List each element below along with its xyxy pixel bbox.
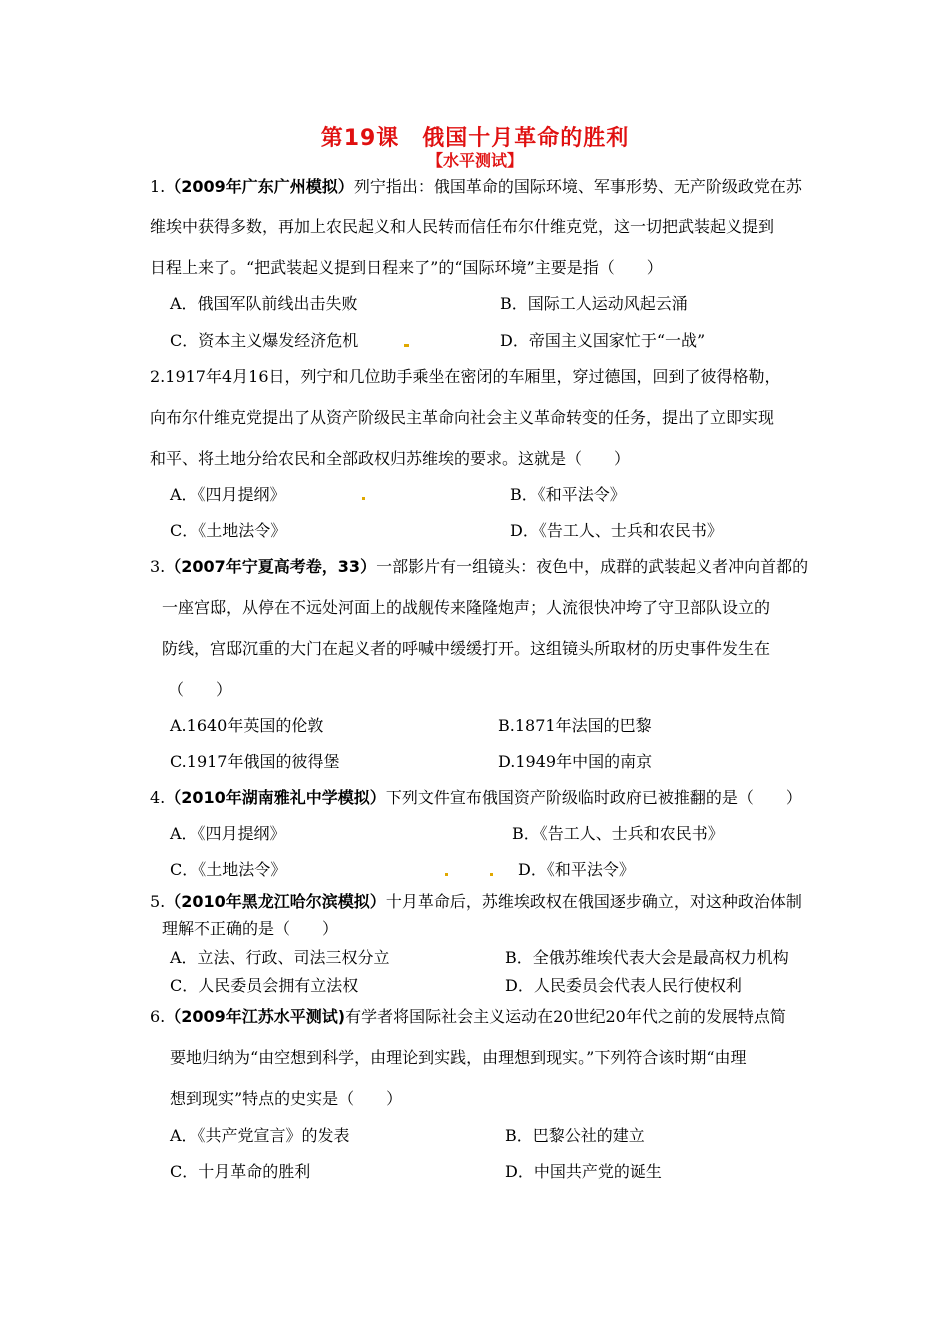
question-text: 有学者将国际社会主义运动在20世纪20年代之前的发展特点简 — [345, 1007, 786, 1026]
question-6-line-1 — [150, 1007, 786, 1027]
question-text: 列宁指出：俄国革命的国际环境、军事形势、无产阶级政党在苏 — [353, 177, 802, 196]
question-5-option-b: B．全俄苏维埃代表大会是最高权力机构 — [505, 948, 789, 967]
question-5-option-d: D．人民委员会代表人民行使权利 — [505, 976, 742, 995]
question-source: （2007年宁夏高考卷，33） — [165, 557, 377, 576]
question-number: 3. — [150, 557, 166, 576]
question-text: 一部影片有一组镜头：夜色中，成群的武装起义者冲向首都的 — [376, 557, 809, 576]
question-source: （2009年江苏水平测试) — [165, 1007, 346, 1026]
question-6-line-3: 想到现实”特点的史实是（ ） — [170, 1089, 403, 1108]
question-6-option-a: A．《共产党宣言》的发表 — [170, 1126, 350, 1145]
question-2-option-c: C．《土地法令》 — [170, 521, 287, 540]
scan-mark — [445, 873, 448, 876]
question-source: （2009年广东广州模拟） — [165, 177, 354, 196]
question-1-line-1 — [150, 177, 802, 197]
question-3-option-b: B.1871年法国的巴黎 — [498, 716, 652, 735]
scan-mark — [362, 497, 365, 500]
question-5-option-c: C．人民委员会拥有立法权 — [170, 976, 359, 995]
question-1-option-b: B．国际工人运动风起云涌 — [500, 294, 688, 313]
question-2-line-1: 2.1917年4月16日，列宁和几位助手乘坐在密闭的车厢里，穿过德国，回到了彼得格勒， — [150, 367, 781, 386]
question-source: （2010年湖南雅礼中学模拟） — [165, 788, 386, 807]
question-3-line-2: 一座宫邸，从停在不远处河面上的战舰传来隆隆炮声；人流很快冲垮了守卫部队设立的 — [162, 598, 771, 617]
scan-mark — [490, 873, 493, 876]
question-4-option-c: C．《土地法令》 — [170, 860, 287, 879]
question-1-option-a: A．俄国军队前线出击失败 — [170, 294, 358, 313]
question-6-line-2: 要地归纳为“由空想到科学，由理论到实践，由理想到现实。”下列符合该时期“由理 — [170, 1048, 747, 1067]
question-4-option-b: B．《告工人、士兵和农民书》 — [512, 824, 724, 843]
question-1-line-3: 日程上来了。“把武装起义提到日程来了”的“国际环境”主要是指（ ） — [150, 258, 663, 277]
question-2-option-a: A．《四月提纲》 — [170, 485, 286, 504]
question-2-line-3: 和平、将土地分给农民和全部政权归苏维埃的要求。这就是（ ） — [150, 449, 631, 468]
question-5-line-2: 理解不正确的是（ ） — [162, 919, 339, 938]
question-3-option-c: C.1917年俄国的彼得堡 — [170, 752, 340, 771]
page-subtitle: 【水平测试】 — [426, 151, 523, 170]
question-1-line-2: 维埃中获得多数，再加上农民起义和人民转而信任布尔什维克党，这一切把武装起义提到 — [150, 217, 775, 236]
question-text: 十月革命后，苏维埃政权在俄国逐步确立，对这种政治体制 — [385, 892, 802, 911]
scan-mark — [404, 344, 409, 347]
question-2-line-2: 向布尔什维克党提出了从资产阶级民主革命向社会主义革命转变的任务，提出了立即实现 — [150, 408, 775, 427]
question-3-line-1 — [150, 557, 808, 577]
question-6-option-b: B．巴黎公社的建立 — [505, 1126, 645, 1145]
question-6-option-d: D．中国共产党的诞生 — [505, 1162, 662, 1181]
question-3-option-d: D.1949年中国的南京 — [498, 752, 653, 771]
question-text: 下列文件宣布俄国资产阶级临时政府已被推翻的是（ ） — [385, 788, 802, 807]
question-2-option-d: D．《告工人、士兵和农民书》 — [510, 521, 723, 540]
question-3-line-4: （ ） — [168, 680, 233, 699]
question-1-option-c: C．资本主义爆发经济危机 — [170, 331, 359, 350]
question-3-option-a: A.1640年英国的伦敦 — [170, 716, 324, 735]
page-title: 第19课 俄国十月革命的胜利 — [320, 126, 630, 151]
question-number: 4. — [150, 788, 166, 807]
question-2-option-b: B．《和平法令》 — [510, 485, 626, 504]
question-4-option-a: A．《四月提纲》 — [170, 824, 286, 843]
question-5-option-a: A．立法、行政、司法三权分立 — [170, 948, 390, 967]
question-number: 6. — [150, 1007, 166, 1026]
question-source: （2010年黑龙江哈尔滨模拟） — [165, 892, 386, 911]
question-4-option-d: D．《和平法令》 — [518, 860, 635, 879]
question-number: 1. — [150, 177, 166, 196]
question-4-line-1 — [150, 788, 802, 808]
question-6-option-c: C．十月革命的胜利 — [170, 1162, 311, 1181]
question-3-line-3: 防线，宫邸沉重的大门在起义者的呼喊中缓缓打开。这组镜头所取材的历史事件发生在 — [162, 639, 771, 658]
question-1-option-d: D．帝国主义国家忙于“一战” — [500, 331, 706, 350]
question-5-line-1 — [150, 892, 802, 912]
question-number: 5. — [150, 892, 166, 911]
